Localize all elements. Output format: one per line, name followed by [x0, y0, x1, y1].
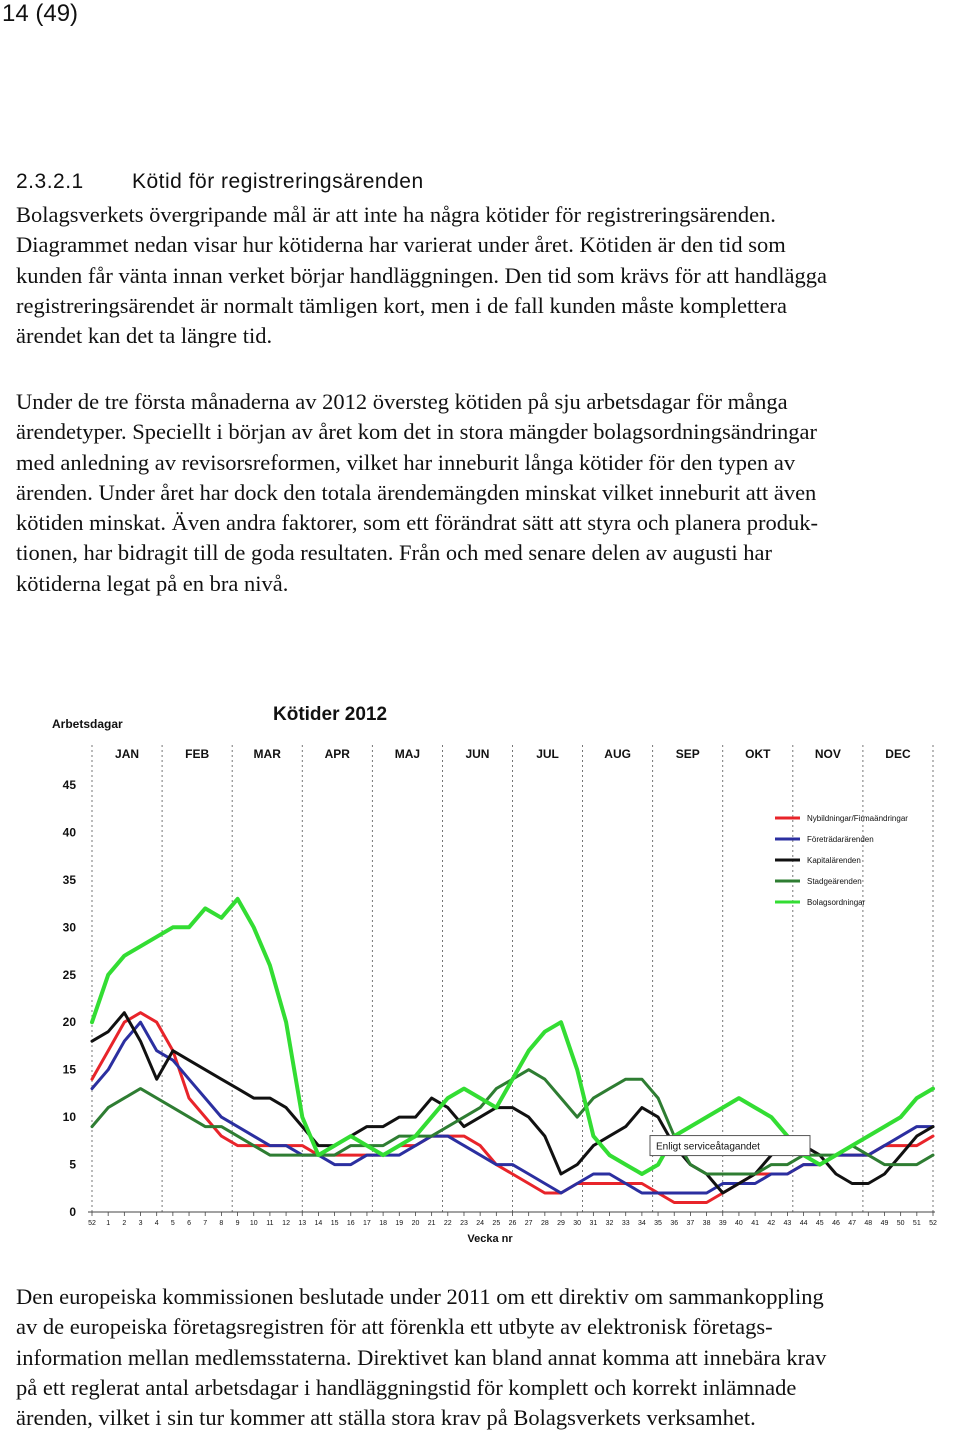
- x-tick-label: 44: [799, 1220, 808, 1227]
- x-tick-label: 15: [330, 1220, 339, 1227]
- x-tick-label: 38: [702, 1220, 711, 1227]
- text-line: registreringsärendet är normalt tämligen kort, men i de fall kunden måste komplettera: [16, 292, 787, 318]
- section-heading: [16, 170, 424, 194]
- x-tick-label: 26: [508, 1220, 517, 1227]
- chart-legend: [775, 814, 908, 907]
- y-tick-label: 40: [62, 825, 76, 840]
- text-line: med anledning av revisorsreformen, vilket har inneburit långa kötider för den typen av: [16, 449, 796, 475]
- x-tick-label: 50: [896, 1220, 905, 1227]
- text-line: Den europeiska kommissionen beslutade under 2011 om ett direktiv om sammankoppling: [16, 1284, 824, 1309]
- x-tick-label: 13: [298, 1220, 307, 1227]
- y-axis-ticks: [63, 778, 77, 1219]
- x-tick-label: 34: [637, 1220, 646, 1227]
- text-line: kunden får vänta innan verket börjar handläggningen. Den tid som krävs för att handlägga: [16, 262, 827, 288]
- x-tick-label: 7: [203, 1220, 208, 1227]
- x-tick-label: 36: [670, 1220, 679, 1227]
- x-tick-label: 1: [106, 1220, 111, 1227]
- annotation-text: Enligt serviceåtagandet: [656, 1141, 760, 1153]
- text-line: ärenden. Under året har dock den totala ärendemängden minskat vilket inneburit att även: [16, 479, 817, 505]
- x-tick-label: 4: [154, 1220, 159, 1227]
- y-tick-label: 45: [62, 778, 76, 792]
- x-tick-label: 21: [427, 1220, 436, 1227]
- section-number: 2.3.2.1: [16, 170, 84, 193]
- legend-label: Kapitalärenden: [807, 856, 861, 865]
- chart-title: Kötider 2012: [273, 704, 388, 725]
- queue-time-chart: [40, 690, 940, 1250]
- month-label: DEC: [885, 747, 911, 761]
- month-label: JAN: [115, 747, 140, 761]
- x-tick-label: 20: [411, 1220, 420, 1227]
- x-tick-label: 39: [718, 1220, 727, 1227]
- x-tick-label: 29: [557, 1220, 565, 1227]
- x-tick-label: 52: [88, 1220, 96, 1227]
- x-tick-label: 12: [282, 1220, 290, 1227]
- y-tick-label: 5: [69, 1157, 76, 1172]
- y-axis-label: Arbetsdagar: [52, 717, 123, 731]
- x-axis-ticks: [88, 1212, 937, 1227]
- text-line: Bolagsverkets övergripande mål är att inte ha några kötider för registreringsärenden.: [16, 202, 776, 227]
- x-tick-label: 49: [880, 1220, 889, 1227]
- legend-label: Stadgeärenden: [807, 877, 862, 886]
- x-tick-label: 51: [912, 1220, 921, 1227]
- x-tick-label: 9: [235, 1220, 240, 1227]
- x-tick-label: 52: [929, 1220, 937, 1227]
- x-tick-label: 35: [654, 1220, 662, 1227]
- x-tick-label: 27: [524, 1220, 533, 1227]
- x-tick-label: 16: [346, 1220, 355, 1227]
- month-label: MAR: [253, 747, 281, 761]
- month-label: JUN: [465, 747, 490, 761]
- x-tick-label: 17: [363, 1220, 371, 1227]
- y-tick-label: 10: [62, 1110, 76, 1125]
- x-tick-label: 43: [783, 1220, 792, 1227]
- month-label: FEB: [185, 747, 210, 761]
- month-label: APR: [324, 747, 350, 761]
- month-label: SEP: [675, 747, 700, 761]
- paragraph-intro: [16, 200, 960, 351]
- x-axis-label: Vecka nr: [467, 1233, 513, 1245]
- x-tick-label: 10: [249, 1220, 258, 1227]
- x-tick-label: 3: [138, 1220, 143, 1227]
- legend-label: Nybildningar/Firmaändringar: [807, 814, 908, 823]
- text-line: tionen, har bidragit till de goda resultaten. Från och med senare delen av augusti har: [16, 540, 773, 566]
- y-tick-label: 20: [62, 1015, 76, 1030]
- legend-label: Bolagsordningar: [807, 898, 866, 907]
- text-line: ärendetyper. Speciellt i början av året kom det in stora mängder bolagsordningsändringar: [16, 419, 818, 445]
- y-tick-label: 30: [62, 920, 76, 935]
- month-label: MAJ: [394, 747, 421, 761]
- text-line: kötiden minskat. Även andra faktorer, som ett förändrat sätt att styra och planera produk-: [16, 510, 818, 536]
- x-tick-label: 37: [686, 1220, 695, 1227]
- x-tick-label: 19: [395, 1220, 404, 1227]
- y-tick-label: 25: [62, 967, 76, 982]
- x-tick-label: 40: [735, 1220, 743, 1227]
- text-line: kötiderna legat på en bra nivå.: [16, 570, 289, 596]
- text-line: Diagrammet nedan visar hur kötiderna har varierat under året. Kötiden är den tid som: [16, 232, 786, 258]
- x-tick-label: 45: [815, 1220, 824, 1227]
- x-tick-label: 2: [122, 1220, 127, 1227]
- x-tick-label: 6: [187, 1220, 191, 1227]
- service-commitment-annotation: [650, 1136, 810, 1156]
- paragraph-queue-history: [16, 387, 960, 599]
- month-label: NOV: [814, 747, 841, 761]
- month-label: JUL: [536, 747, 559, 761]
- y-tick-label: 0: [69, 1205, 76, 1219]
- text-line: information mellan medlemsstaterna. Direktivet kan bland annat komma att innebära krav: [16, 1344, 827, 1370]
- x-tick-label: 31: [589, 1220, 598, 1227]
- text-line: Under de tre första månaderna av 2012 översteg kötiden på sju arbetsdagar för många: [16, 389, 788, 414]
- page-number: 14 (49): [2, 0, 79, 27]
- x-tick-label: 28: [540, 1220, 549, 1227]
- text-line: ärenden, vilket i sin tur kommer att ställa stora krav på Bolagsverkets verksamhet.: [16, 1405, 756, 1431]
- x-tick-label: 8: [219, 1220, 224, 1227]
- paragraph-eu-directive: [16, 1282, 960, 1433]
- x-tick-label: 24: [476, 1220, 485, 1227]
- x-tick-label: 25: [492, 1220, 501, 1227]
- x-tick-label: 42: [767, 1220, 776, 1227]
- x-tick-label: 48: [864, 1220, 873, 1227]
- text-line: på ett reglerat antal arbetsdagar i handläggningstid för komplett och korrekt inlämnade: [16, 1374, 797, 1400]
- x-tick-label: 33: [621, 1220, 630, 1227]
- month-label: OKT: [745, 747, 771, 761]
- x-tick-label: 18: [379, 1220, 388, 1227]
- x-tick-label: 5: [170, 1220, 175, 1227]
- legend-label: Företrädarärenden: [807, 835, 874, 844]
- y-tick-label: 15: [62, 1062, 76, 1077]
- x-tick-label: 11: [266, 1220, 274, 1227]
- month-label: AUG: [604, 747, 631, 761]
- x-tick-label: 23: [460, 1220, 468, 1227]
- text-line: av de europeiska företagsregistren för att förenkla ett utbyte av elektronisk företags-: [16, 1314, 773, 1340]
- x-tick-label: 47: [848, 1220, 857, 1227]
- month-labels: [115, 747, 911, 761]
- x-tick-label: 22: [443, 1220, 452, 1227]
- x-tick-label: 30: [573, 1220, 582, 1227]
- x-tick-label: 41: [751, 1220, 759, 1227]
- x-tick-label: 46: [832, 1220, 840, 1227]
- y-tick-label: 35: [62, 872, 76, 887]
- section-title: Kötid för registreringsärenden: [132, 170, 424, 193]
- text-line: ärendet kan det ta längre tid.: [16, 323, 273, 349]
- x-tick-label: 14: [314, 1220, 323, 1227]
- x-tick-label: 32: [605, 1220, 614, 1227]
